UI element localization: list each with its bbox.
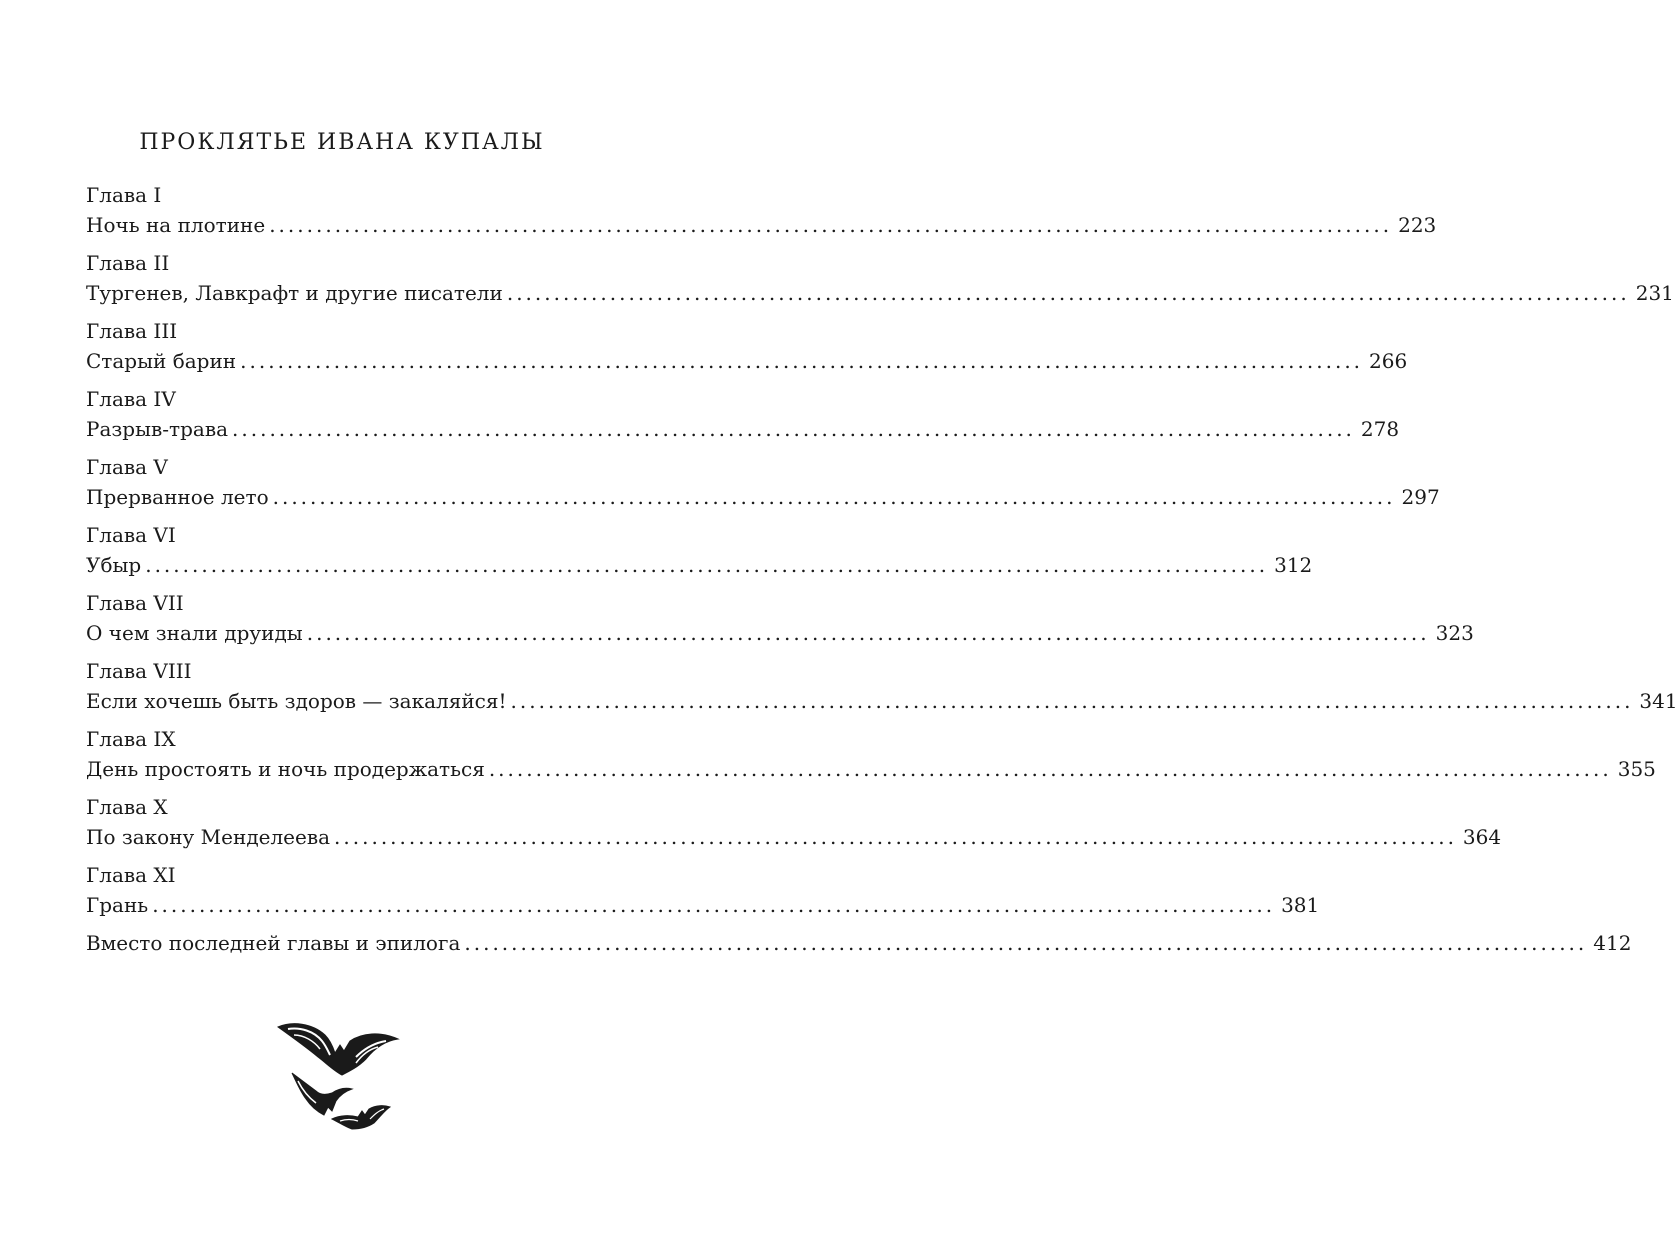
page-number: 341 [1639, 689, 1678, 713]
toc-entry-row[interactable] [86, 686, 1678, 716]
chapter-title: Разрыв-трава [86, 417, 229, 441]
leader-dots: ........................................................................................................................ [240, 349, 1364, 373]
chapter-title: Убыр [86, 553, 142, 577]
table-of-contents [86, 180, 1678, 966]
toc-entry-row[interactable] [86, 754, 1656, 784]
toc-entry [86, 180, 1437, 240]
chapter-label: Глава X [86, 795, 168, 819]
chapter-label: Глава II [86, 251, 170, 275]
chapter-label: Глава VI [86, 523, 176, 547]
toc-entry-row[interactable] [86, 890, 1320, 920]
leader-dots: ........................................................................................................................ [488, 757, 1612, 781]
chapter-label: Глава I [86, 183, 162, 207]
chapter-title: Если хочешь быть здоров — закаляйся! [86, 689, 507, 713]
page-number: 266 [1369, 349, 1408, 373]
leader-dots: ........................................................................................................................ [506, 281, 1630, 305]
toc-entry [86, 248, 1674, 308]
chapter-label: Глава III [86, 319, 178, 343]
toc-entry-row[interactable] [86, 482, 1440, 512]
leader-dots: ........................................................................................................................ [145, 553, 1269, 577]
toc-entry-row[interactable] [86, 414, 1400, 444]
toc-entry [86, 520, 1313, 580]
leader-dots: ........................................................................................................................ [510, 689, 1634, 713]
chapter-label: Глава V [86, 455, 168, 479]
leader-dots: ........................................................................................................................ [306, 621, 1430, 645]
toc-entry [86, 316, 1408, 376]
chapter-title: Вместо последней главы и эпилога [86, 931, 461, 955]
toc-entry-row[interactable] [86, 618, 1474, 648]
chapter-title: Тургенев, Лавкрафт и другие писатели [86, 281, 503, 305]
page-number: 323 [1435, 621, 1474, 645]
chapter-label: Глава VII [86, 591, 184, 615]
leader-dots: ........................................................................................................................ [272, 485, 1396, 509]
chapter-label: Глава IV [86, 387, 176, 411]
toc-entry [86, 384, 1400, 444]
toc-entry-row[interactable] [86, 278, 1674, 308]
chapter-label: Глава XI [86, 863, 176, 887]
toc-entry [86, 928, 1632, 958]
leader-dots: ........................................................................................................................ [334, 825, 1457, 849]
page-number: 223 [1398, 213, 1437, 237]
bats-icon [270, 1015, 420, 1140]
chapter-title: Старый барин [86, 349, 237, 373]
toc-entry [86, 724, 1656, 784]
page-number: 297 [1401, 485, 1440, 509]
toc-entry [86, 656, 1678, 716]
toc-entry-row[interactable] [86, 928, 1632, 958]
page-number: 278 [1360, 417, 1400, 441]
chapter-title: Прерванное лето [86, 485, 269, 509]
page-number: 412 [1593, 931, 1632, 955]
chapter-title: Ночь на плотине [86, 213, 266, 237]
page-number: 231 [1635, 281, 1674, 305]
chapter-label: Глава VIII [86, 659, 192, 683]
leader-dots: ........................................................................................................................ [232, 417, 1355, 441]
chapter-title: О чем знали друиды [86, 621, 303, 645]
page-number: 355 [1617, 757, 1656, 781]
page-number: 364 [1462, 825, 1502, 849]
section-title: ПРОКЛЯТЬЕ ИВАНА КУПАЛЫ [139, 130, 545, 155]
leader-dots: ........................................................................................................................ [152, 893, 1276, 917]
toc-entry-row[interactable] [86, 346, 1408, 376]
chapter-title: По закону Менделеева [86, 825, 331, 849]
page-number: 381 [1281, 893, 1320, 917]
toc-entry [86, 792, 1502, 852]
toc-entry-row[interactable] [86, 550, 1313, 580]
page-number: 312 [1274, 553, 1313, 577]
leader-dots: ........................................................................................................................ [464, 931, 1588, 955]
toc-entry [86, 860, 1320, 920]
toc-entry-row[interactable] [86, 210, 1437, 240]
chapter-label: Глава IX [86, 727, 176, 751]
chapter-title: День простоять и ночь продержаться [86, 757, 485, 781]
toc-entry [86, 588, 1474, 648]
chapter-title: Грань [86, 893, 149, 917]
leader-dots: ........................................................................................................................ [269, 213, 1393, 237]
toc-entry-row[interactable] [86, 822, 1502, 852]
toc-entry [86, 452, 1440, 512]
